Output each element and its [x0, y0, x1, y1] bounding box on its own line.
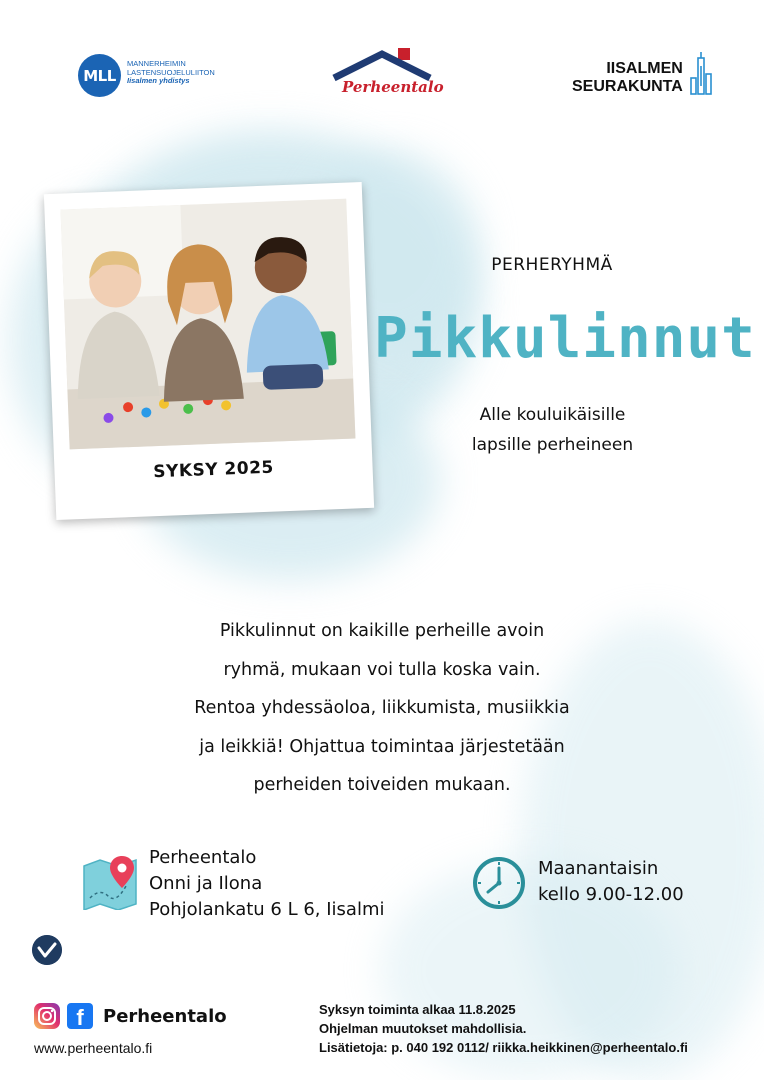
subtitle-line-2: lapsille perheineen: [471, 435, 634, 455]
social-account-name: Perheentalo: [103, 1006, 227, 1027]
seurakunta-line-2: SEURAKUNTA: [572, 78, 683, 95]
seurakunta-logo-text: [572, 60, 683, 96]
subtitle-line-1: Alle kouluikäisille: [479, 405, 626, 425]
website-link[interactable]: www.perheentalo.fi: [34, 1040, 153, 1056]
description-line: Rentoa yhdessäoloa, liikkumista, musiikkia: [194, 698, 570, 718]
kicker-text: PERHERYHMÄ: [491, 255, 613, 275]
description-line: Pikkulinnut on kaikille perheille avoin: [219, 621, 545, 641]
description-line: ryhmä, mukaan voi tulla koska vain.: [223, 659, 541, 680]
info-line-1: Syksyn toiminta alkaa 11.8.2025: [319, 1002, 516, 1017]
description-line: perheiden toiveiden mukaan.: [253, 775, 511, 795]
subtitle: [420, 400, 685, 460]
location-address: [149, 845, 385, 923]
schedule-line-1: Maanantaisin: [538, 858, 659, 879]
mll-line-1: MANNERHEIMIN: [127, 59, 186, 68]
info-text: [319, 1000, 688, 1057]
page-title: Pikkulinnut: [374, 306, 756, 371]
schedule-text: [538, 856, 684, 908]
mll-logo-text: [127, 60, 215, 86]
location-line-2: Onni ja Ilona: [149, 873, 263, 894]
polaroid-photo-frame: [44, 182, 374, 520]
location-line-3: Pohjolankatu 6 L 6, Iisalmi: [149, 899, 385, 920]
description-line: ja leikkiä! Ohjattua toimintaa järjestetään: [199, 736, 565, 757]
instagram-icon[interactable]: [34, 1003, 60, 1029]
perheentalo-logo-text: Perheentalo: [342, 78, 444, 96]
mll-logo: MLL: [78, 54, 121, 97]
location-line-1: Perheentalo: [149, 847, 257, 868]
children-illustration: [60, 199, 355, 450]
mll-line-2: LASTENSUOJELULIITON: [127, 67, 215, 77]
map-pin-icon: [82, 852, 138, 910]
info-line-3: Lisätietoja: p. 040 192 0112/ riikka.heikkinen@perheentalo.fi: [319, 1040, 688, 1055]
children-playing-photo: [60, 199, 355, 450]
facebook-icon[interactable]: f: [67, 1003, 93, 1029]
clock-icon: [472, 856, 526, 910]
seurakunta-line-1: IISALMEN: [606, 60, 683, 77]
church-tower-icon: [690, 52, 712, 96]
season-caption: SYKSY 2025: [152, 457, 275, 483]
info-line-2: Ohjelman muutokset mahdollisia.: [319, 1021, 527, 1036]
mll-line-3: Iisalmen yhdistys: [127, 76, 190, 85]
description-text: [120, 612, 644, 805]
schedule-line-2: kello 9.00-12.00: [538, 884, 684, 905]
checkmark-badge-icon: [32, 935, 62, 965]
